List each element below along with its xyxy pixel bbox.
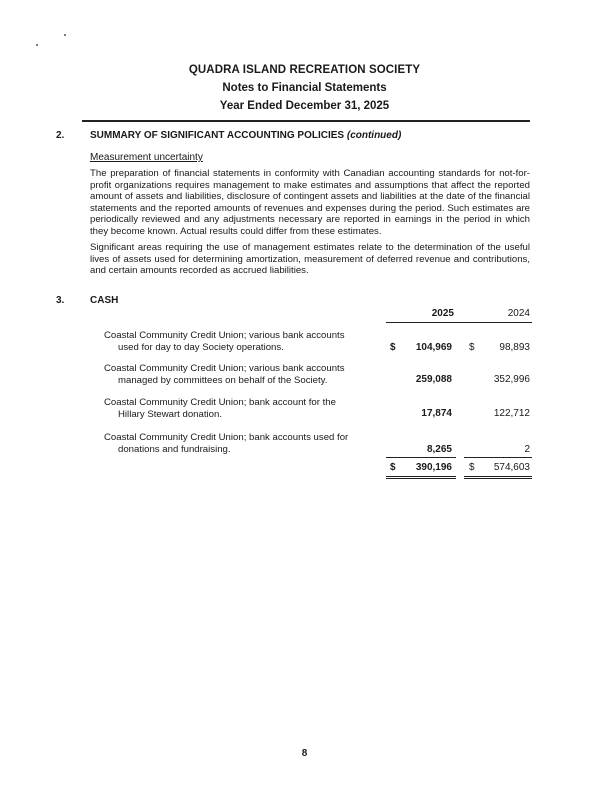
cash-row-description xyxy=(104,330,374,354)
cash-row-line1: Coastal Community Credit Union; bank accounts used for xyxy=(104,432,349,443)
cash-row-description xyxy=(104,363,374,387)
total-currency-symbol: $ xyxy=(469,462,475,473)
subtotal-rule-2025 xyxy=(386,457,456,458)
currency-symbol: $ xyxy=(390,342,396,353)
amount-2025: 17,874 xyxy=(421,408,452,419)
cash-row-line1: Coastal Community Credit Union; various bank accounts xyxy=(104,330,345,341)
column-header-2024: 2024 xyxy=(507,308,530,319)
measurement-paragraph-2: Significant areas requiring the use of management estimates relate to the determination of the useful lives of assets used for determining amortization, measurement of deferred revenue and contributions, and certain amounts recorded as accrued liabilities. xyxy=(90,242,530,277)
cash-row-description xyxy=(104,397,374,421)
total-currency-symbol: $ xyxy=(390,462,396,473)
total-double-rule-2025-b xyxy=(386,478,456,479)
total-2024: 574,603 xyxy=(493,462,530,473)
total-double-rule-2025-a xyxy=(386,476,456,477)
cash-row-line2: Hillary Stewart donation. xyxy=(118,409,222,420)
amount-2025: 259,088 xyxy=(415,374,452,385)
section-2-number: 2. xyxy=(56,130,65,141)
cash-row-line2: donations and fundraising. xyxy=(118,444,231,455)
cash-row-description xyxy=(104,432,374,456)
measurement-uncertainty-heading: Measurement uncertainty xyxy=(90,152,203,163)
section-2-title-suffix: (continued) xyxy=(346,130,402,141)
subtotal-rule-2024 xyxy=(464,457,532,458)
cash-row-line2: managed by committees on behalf of the Society. xyxy=(118,375,328,386)
header-rule xyxy=(82,120,530,122)
cash-row-line2: used for day to day Society operations. xyxy=(118,342,284,353)
cash-row-line1: Coastal Community Credit Union; various bank accounts xyxy=(104,363,345,374)
section-3-title: CASH xyxy=(90,295,119,306)
total-double-rule-2024-b xyxy=(464,478,532,479)
document-title: Notes to Financial Statements xyxy=(222,82,387,94)
section-2-title xyxy=(90,130,401,141)
scan-speck xyxy=(64,34,66,36)
column-header-2025: 2025 xyxy=(431,308,454,319)
section-3-number: 3. xyxy=(56,295,65,306)
column-header-rule xyxy=(386,322,532,323)
page-number: 8 xyxy=(301,748,308,759)
scan-speck xyxy=(36,44,38,46)
amount-2024: 98,893 xyxy=(499,342,530,353)
amount-2024: 352,996 xyxy=(493,374,530,385)
total-2025: 390,196 xyxy=(415,462,452,473)
cash-row-line1: Coastal Community Credit Union; bank account for the xyxy=(104,397,336,408)
currency-symbol: $ xyxy=(469,342,475,353)
amount-2025: 104,969 xyxy=(415,342,452,353)
total-double-rule-2024-a xyxy=(464,476,532,477)
amount-2025: 8,265 xyxy=(426,444,452,455)
measurement-paragraph-1: The preparation of financial statements in conformity with Canadian accounting standards for not-for-profit organizations requires management to make estimates and assumptions that affect the reported amount of assets and liabilities, disclosure of contingent assets and liabilities at the date of the financial statements and the reported amounts of revenues and expenses during the period. Such estimates are periodically reviewed and any adjustments necessary are reported in earnings in the period in which they become known. Actual results could differ from these estimates. xyxy=(90,168,530,237)
section-2-title-text: SUMMARY OF SIGNIFICANT ACCOUNTING POLICIES xyxy=(90,130,345,141)
amount-2024: 2 xyxy=(524,444,530,455)
amount-2024: 122,712 xyxy=(493,408,530,419)
period-label: Year Ended December 31, 2025 xyxy=(219,100,390,112)
organization-name: QUADRA ISLAND RECREATION SOCIETY xyxy=(188,64,421,76)
